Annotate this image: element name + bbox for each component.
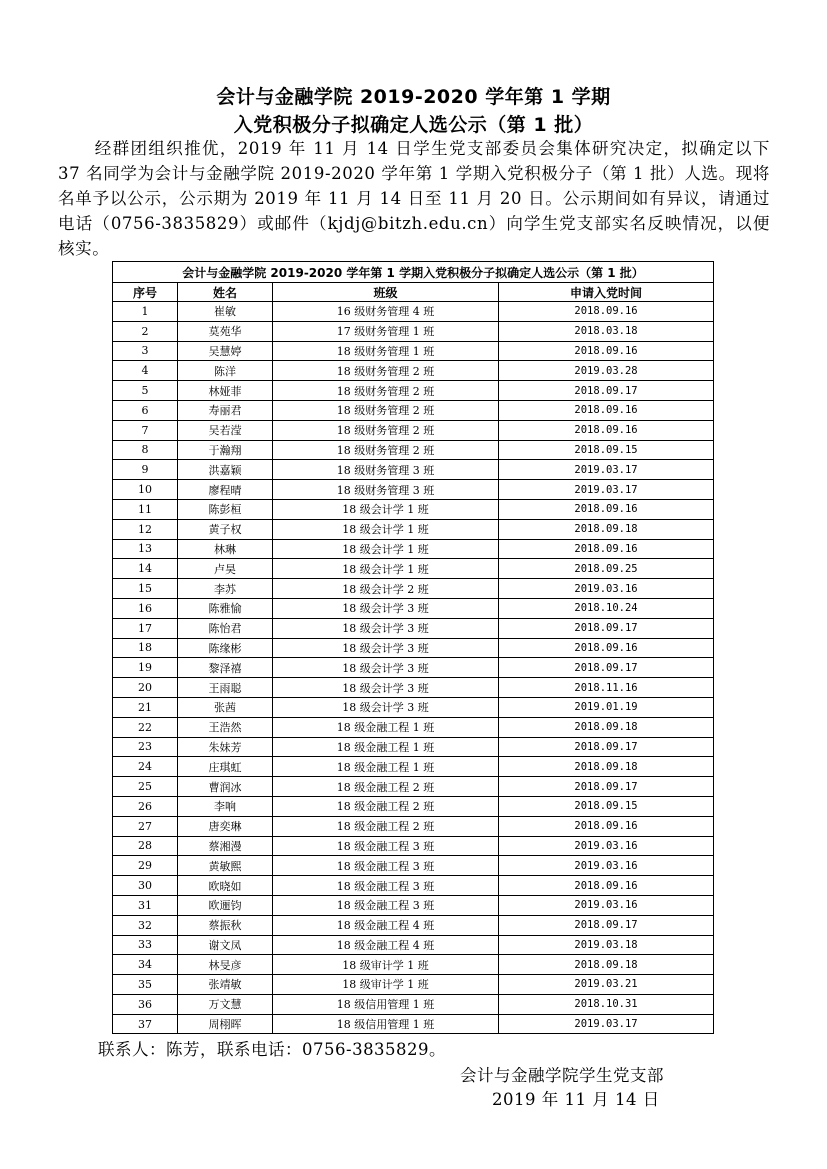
table-row xyxy=(113,856,714,876)
table-row xyxy=(113,796,714,816)
cell-class: 18 级审计学 1 班 xyxy=(273,975,499,995)
cell-apply-date: 2018.10.31 xyxy=(499,994,714,1014)
table-row xyxy=(113,935,714,955)
table-row xyxy=(113,361,714,381)
table-row xyxy=(113,895,714,915)
cell-class: 18 级金融工程 1 班 xyxy=(273,757,499,777)
cell-name: 洪嘉颖 xyxy=(178,460,273,480)
cell-apply-date: 2018.03.18 xyxy=(499,321,714,341)
cell-name: 张茜 xyxy=(178,697,273,717)
cell-name: 万文慧 xyxy=(178,994,273,1014)
table-row xyxy=(113,975,714,995)
cell-index: 20 xyxy=(113,678,178,698)
cell-apply-date: 2018.10.24 xyxy=(499,598,714,618)
cell-name: 吴慧婷 xyxy=(178,341,273,361)
header-class: 班级 xyxy=(273,283,499,302)
cell-name: 蔡湘漫 xyxy=(178,836,273,856)
cell-apply-date: 2018.09.17 xyxy=(499,658,714,678)
cell-apply-date: 2018.11.16 xyxy=(499,678,714,698)
cell-index: 30 xyxy=(113,876,178,896)
cell-name: 王浩然 xyxy=(178,717,273,737)
cell-apply-date: 2018.09.16 xyxy=(499,816,714,836)
table-row xyxy=(113,539,714,559)
cell-index: 6 xyxy=(113,400,178,420)
cell-class: 18 级会计学 1 班 xyxy=(273,539,499,559)
table-row xyxy=(113,519,714,539)
cell-class: 18 级财务管理 2 班 xyxy=(273,440,499,460)
cell-class: 16 级财务管理 4 班 xyxy=(273,302,499,322)
table-row xyxy=(113,618,714,638)
cell-apply-date: 2018.09.16 xyxy=(499,876,714,896)
cell-name: 张靖敏 xyxy=(178,975,273,995)
cell-class: 18 级会计学 2 班 xyxy=(273,579,499,599)
cell-class: 18 级金融工程 2 班 xyxy=(273,796,499,816)
cell-class: 18 级金融工程 3 班 xyxy=(273,876,499,896)
cell-class: 18 级金融工程 4 班 xyxy=(273,915,499,935)
cell-name: 王雨聪 xyxy=(178,678,273,698)
cell-class: 18 级会计学 3 班 xyxy=(273,618,499,638)
cell-class: 18 级会计学 3 班 xyxy=(273,658,499,678)
cell-apply-date: 2018.09.15 xyxy=(499,796,714,816)
table-row xyxy=(113,955,714,975)
header-index: 序号 xyxy=(113,283,178,302)
cell-apply-date: 2018.09.17 xyxy=(499,618,714,638)
cell-name: 陈彭桓 xyxy=(178,499,273,519)
table-row xyxy=(113,440,714,460)
cell-class: 18 级金融工程 3 班 xyxy=(273,856,499,876)
cell-class: 18 级会计学 3 班 xyxy=(273,697,499,717)
cell-apply-date: 2019.03.16 xyxy=(499,579,714,599)
signature-date: 2019 年 11 月 14 日 xyxy=(492,1090,660,1109)
cell-apply-date: 2019.03.17 xyxy=(499,480,714,500)
table-row xyxy=(113,915,714,935)
cell-index: 10 xyxy=(113,480,178,500)
cell-apply-date: 2018.09.16 xyxy=(499,400,714,420)
cell-index: 12 xyxy=(113,519,178,539)
cell-name: 陈雅愉 xyxy=(178,598,273,618)
cell-apply-date: 2019.03.16 xyxy=(499,856,714,876)
cell-name: 莫苑华 xyxy=(178,321,273,341)
cell-name: 陈缘彬 xyxy=(178,638,273,658)
cell-index: 35 xyxy=(113,975,178,995)
cell-index: 19 xyxy=(113,658,178,678)
cell-apply-date: 2018.09.18 xyxy=(499,757,714,777)
table-row xyxy=(113,400,714,420)
cell-apply-date: 2018.09.18 xyxy=(499,519,714,539)
document-title-line-2: 入党积极分子拟确定人选公示（第 1 批） xyxy=(233,114,594,136)
cell-index: 16 xyxy=(113,598,178,618)
cell-name: 卢昊 xyxy=(178,559,273,579)
table-row xyxy=(113,579,714,599)
cell-class: 18 级会计学 1 班 xyxy=(273,499,499,519)
header-name: 姓名 xyxy=(178,283,273,302)
cell-apply-date: 2018.09.16 xyxy=(499,539,714,559)
announcement-text: 经群团组织推优，2019 年 11 月 14 日学生党支部委员会集体研究决定，拟确定以下 37 名同学为会计与金融学院 2019-2020 学年第 1 学期入党积极分子（第 1 批）人选。现将名单予以公示，公示期为 2019 年 11 月 14 日至 11 月 20 日。公示期间如有异议，请通过电话（0756-3835829）或邮件（kjdj@bitzh.edu.cn）向学生党支部实名反映情况，以便核实。 xyxy=(58,139,770,258)
cell-class: 18 级财务管理 3 班 xyxy=(273,460,499,480)
cell-name: 吴若滢 xyxy=(178,420,273,440)
table-row xyxy=(113,420,714,440)
cell-index: 9 xyxy=(113,460,178,480)
cell-class: 18 级会计学 1 班 xyxy=(273,559,499,579)
cell-index: 5 xyxy=(113,381,178,401)
cell-class: 18 级信用管理 1 班 xyxy=(273,1014,499,1034)
cell-index: 31 xyxy=(113,895,178,915)
table-row xyxy=(113,658,714,678)
table-row xyxy=(113,638,714,658)
announcement-paragraph xyxy=(58,136,770,261)
cell-name: 林娅菲 xyxy=(178,381,273,401)
table-row xyxy=(113,499,714,519)
table-row xyxy=(113,381,714,401)
cell-apply-date: 2019.03.28 xyxy=(499,361,714,381)
table-row xyxy=(113,994,714,1014)
table-row xyxy=(113,321,714,341)
cell-name: 崔敏 xyxy=(178,302,273,322)
cell-index: 2 xyxy=(113,321,178,341)
cell-index: 34 xyxy=(113,955,178,975)
table-row xyxy=(113,876,714,896)
cell-class: 17 级财务管理 1 班 xyxy=(273,321,499,341)
cell-name: 陈怡君 xyxy=(178,618,273,638)
table-row xyxy=(113,302,714,322)
table-row xyxy=(113,737,714,757)
cell-class: 18 级会计学 1 班 xyxy=(273,519,499,539)
table-row xyxy=(113,816,714,836)
cell-class: 18 级会计学 3 班 xyxy=(273,678,499,698)
cell-index: 13 xyxy=(113,539,178,559)
table-caption: 会计与金融学院 2019-2020 学年第 1 学期入党积极分子拟确定人选公示（第 1 批） xyxy=(113,262,714,283)
table-row xyxy=(113,559,714,579)
cell-name: 廖程晴 xyxy=(178,480,273,500)
table-row xyxy=(113,717,714,737)
cell-apply-date: 2019.03.16 xyxy=(499,895,714,915)
cell-name: 周栩晖 xyxy=(178,1014,273,1034)
table-row xyxy=(113,341,714,361)
cell-class: 18 级财务管理 1 班 xyxy=(273,341,499,361)
table-row xyxy=(113,697,714,717)
cell-apply-date: 2018.09.25 xyxy=(499,559,714,579)
cell-apply-date: 2018.09.16 xyxy=(499,341,714,361)
cell-index: 11 xyxy=(113,499,178,519)
cell-class: 18 级财务管理 2 班 xyxy=(273,400,499,420)
cell-index: 37 xyxy=(113,1014,178,1034)
cell-apply-date: 2019.03.21 xyxy=(499,975,714,995)
cell-index: 33 xyxy=(113,935,178,955)
cell-index: 23 xyxy=(113,737,178,757)
cell-name: 林旻彦 xyxy=(178,955,273,975)
table-caption-row xyxy=(113,262,714,283)
cell-index: 4 xyxy=(113,361,178,381)
cell-index: 14 xyxy=(113,559,178,579)
table-row xyxy=(113,678,714,698)
table-row xyxy=(113,1014,714,1034)
cell-name: 于瀚翔 xyxy=(178,440,273,460)
cell-index: 22 xyxy=(113,717,178,737)
cell-index: 29 xyxy=(113,856,178,876)
table-row xyxy=(113,480,714,500)
cell-class: 18 级会计学 3 班 xyxy=(273,598,499,618)
cell-class: 18 级财务管理 3 班 xyxy=(273,480,499,500)
cell-name: 黄子权 xyxy=(178,519,273,539)
cell-name: 唐奕琳 xyxy=(178,816,273,836)
cell-index: 24 xyxy=(113,757,178,777)
table-body xyxy=(113,302,714,1034)
cell-apply-date: 2019.01.19 xyxy=(499,697,714,717)
document-title-line-1: 会计与金融学院 2019-2020 学年第 1 学期 xyxy=(216,86,611,108)
cell-apply-date: 2018.09.16 xyxy=(499,638,714,658)
cell-class: 18 级会计学 3 班 xyxy=(273,638,499,658)
cell-name: 陈洋 xyxy=(178,361,273,381)
cell-index: 8 xyxy=(113,440,178,460)
cell-name: 林琳 xyxy=(178,539,273,559)
cell-name: 李苏 xyxy=(178,579,273,599)
cell-class: 18 级信用管理 1 班 xyxy=(273,994,499,1014)
cell-apply-date: 2019.03.18 xyxy=(499,935,714,955)
cell-index: 1 xyxy=(113,302,178,322)
cell-index: 7 xyxy=(113,420,178,440)
contact-line: 联系人：陈芳，联系电话：0756-3835829。 xyxy=(98,1040,447,1059)
cell-class: 18 级金融工程 1 班 xyxy=(273,717,499,737)
cell-index: 21 xyxy=(113,697,178,717)
cell-class: 18 级金融工程 3 班 xyxy=(273,836,499,856)
signature-organization: 会计与金融学院学生党支部 xyxy=(460,1066,664,1085)
cell-class: 18 级财务管理 2 班 xyxy=(273,381,499,401)
cell-index: 17 xyxy=(113,618,178,638)
cell-apply-date: 2018.09.18 xyxy=(499,717,714,737)
cell-name: 朱妹芳 xyxy=(178,737,273,757)
cell-class: 18 级金融工程 1 班 xyxy=(273,737,499,757)
cell-index: 15 xyxy=(113,579,178,599)
cell-class: 18 级财务管理 2 班 xyxy=(273,420,499,440)
cell-apply-date: 2018.09.15 xyxy=(499,440,714,460)
cell-class: 18 级金融工程 3 班 xyxy=(273,895,499,915)
cell-apply-date: 2018.09.18 xyxy=(499,955,714,975)
cell-name: 欧逦钧 xyxy=(178,895,273,915)
cell-name: 庄琪虹 xyxy=(178,757,273,777)
table-row xyxy=(113,757,714,777)
table-row xyxy=(113,777,714,797)
cell-index: 3 xyxy=(113,341,178,361)
cell-class: 18 级金融工程 2 班 xyxy=(273,816,499,836)
cell-apply-date: 2018.09.16 xyxy=(499,420,714,440)
cell-index: 26 xyxy=(113,796,178,816)
cell-name: 黎泽禧 xyxy=(178,658,273,678)
cell-name: 李响 xyxy=(178,796,273,816)
cell-name: 蔡振秋 xyxy=(178,915,273,935)
cell-index: 32 xyxy=(113,915,178,935)
cell-apply-date: 2018.09.17 xyxy=(499,381,714,401)
cell-name: 曹润冰 xyxy=(178,777,273,797)
cell-name: 寿丽君 xyxy=(178,400,273,420)
cell-class: 18 级财务管理 2 班 xyxy=(273,361,499,381)
cell-class: 18 级审计学 1 班 xyxy=(273,955,499,975)
cell-apply-date: 2019.03.17 xyxy=(499,1014,714,1034)
table-row xyxy=(113,836,714,856)
header-apply-date: 申请入党时间 xyxy=(499,283,714,302)
table-row xyxy=(113,460,714,480)
cell-apply-date: 2018.09.17 xyxy=(499,737,714,757)
cell-name: 黄敏熙 xyxy=(178,856,273,876)
cell-index: 36 xyxy=(113,994,178,1014)
cell-apply-date: 2018.09.17 xyxy=(499,915,714,935)
candidate-table xyxy=(112,261,714,1034)
cell-apply-date: 2019.03.16 xyxy=(499,836,714,856)
cell-class: 18 级金融工程 2 班 xyxy=(273,777,499,797)
cell-index: 25 xyxy=(113,777,178,797)
cell-index: 27 xyxy=(113,816,178,836)
cell-name: 谢文凤 xyxy=(178,935,273,955)
cell-apply-date: 2018.09.16 xyxy=(499,499,714,519)
table-row xyxy=(113,598,714,618)
cell-index: 28 xyxy=(113,836,178,856)
cell-class: 18 级金融工程 4 班 xyxy=(273,935,499,955)
cell-name: 欧晓如 xyxy=(178,876,273,896)
cell-apply-date: 2018.09.16 xyxy=(499,302,714,322)
table-header-row xyxy=(113,283,714,302)
cell-index: 18 xyxy=(113,638,178,658)
cell-apply-date: 2019.03.17 xyxy=(499,460,714,480)
cell-apply-date: 2018.09.17 xyxy=(499,777,714,797)
